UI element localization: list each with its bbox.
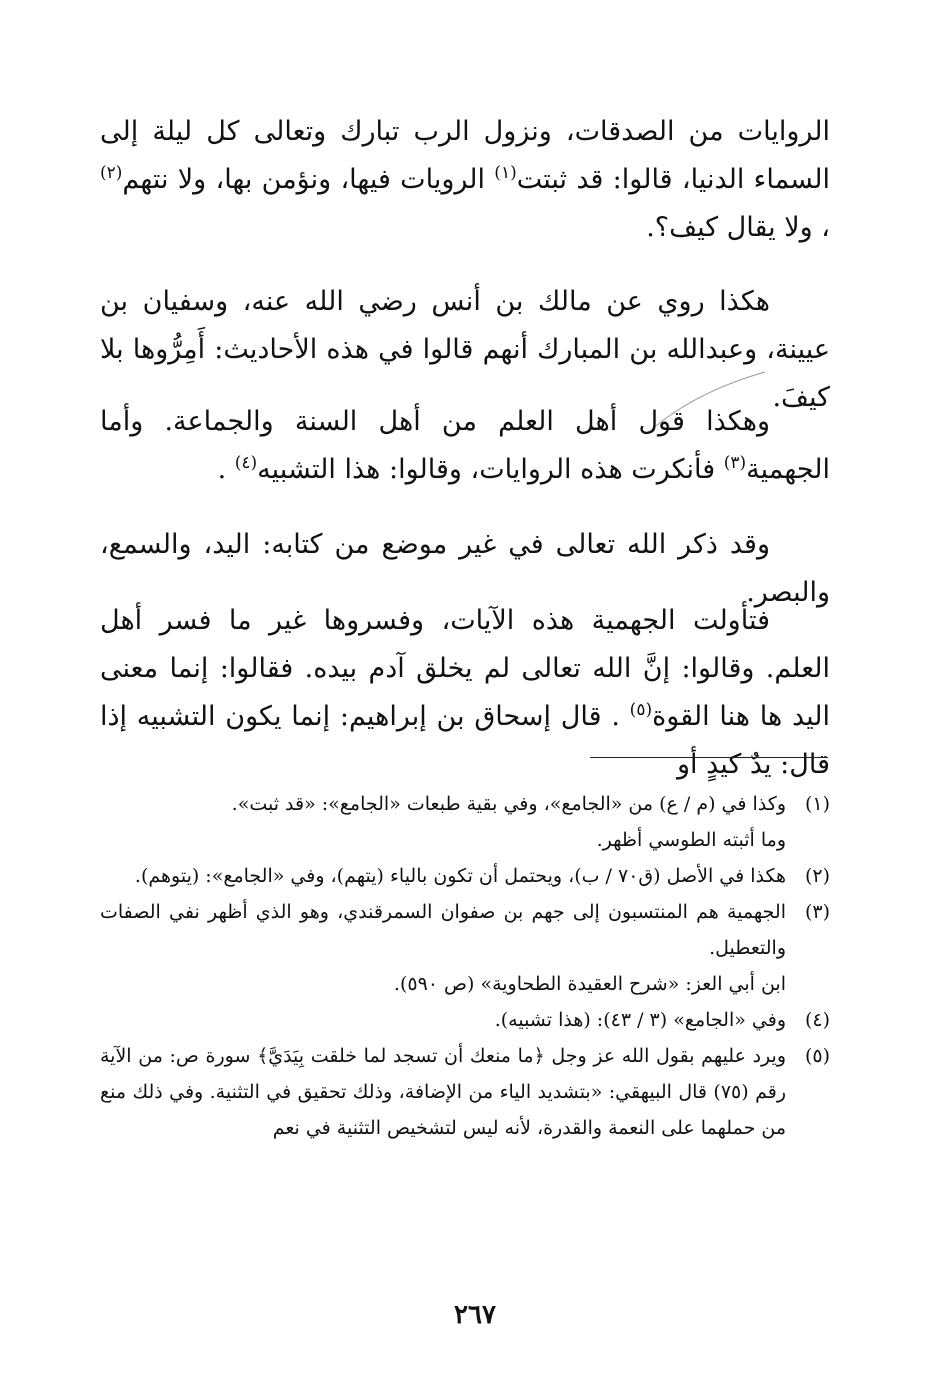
footnote-number: (٥) xyxy=(804,1045,830,1067)
paragraph-text: الرويات فيها، ونؤمن بها، ولا نتهم xyxy=(122,164,495,195)
footnote-number: (٣) xyxy=(804,901,830,923)
footnote-ref-5[interactable]: (٥) xyxy=(629,700,653,720)
paragraph-text: ، ولا يقال كيف؟. xyxy=(646,212,830,243)
footnote-number: (١) xyxy=(804,793,830,815)
paragraph-text: وهكذا قول أهل العلم من أهل السنة والجماعة. وأما الجهمية xyxy=(100,406,830,485)
footnote-text: هكذا في الأصل (ق٧٠ / ب)، ويحتمل أن تكون بالياء (يتهم)، وفي «الجامع»: (يتوهم). xyxy=(134,865,786,887)
paragraph-text: . xyxy=(217,454,235,485)
page-number: ٢٦٧ xyxy=(454,1300,496,1330)
footnote-number: (٢) xyxy=(804,865,830,887)
footnote-text: الجهمية هم المنتسبون إلى جهم بن صفوان السمرقندي، وهو الذي أظهر نفي الصفات والتعطيل. xyxy=(100,901,786,959)
paragraph-text: . قال إسحاق بن إبراهيم: إنما يكون التشبيه إذا قال: يدٌ كيدٍ أو xyxy=(100,701,830,780)
footnote-text: وفي «الجامع» (٣ / ٤٣): (هذا تشبيه). xyxy=(494,1009,786,1031)
paragraph-text: هكذا روي عن مالك بن أنس رضي الله عنه، وسفيان بن عيينة، وعبدالله بن المبارك أنهم قالوا في هذه الأحاديث: أَمِرُّوها بلا كيفَ. xyxy=(100,286,830,413)
footnote-divider xyxy=(590,757,828,758)
body-paragraph-3 xyxy=(100,398,830,494)
footnote-2 xyxy=(100,858,830,894)
footnote-text: ويرد عليهم بقول الله عز وجل ﴿ما منعك أن تسجد لما خلقت بِيَدَيَّ﴾ سورة ص: من الآية رقم (٧٥) قال البيهقي: «بتشديد الياء من الإضافة، وذلك تحقيق في التثنية. وفي ذلك منع من حملهما على النعمة والقدرة، لأنه ليس لتشخيص التثنية في نعم xyxy=(100,1045,787,1139)
footnote-3 xyxy=(100,894,830,966)
footnote-ref-1[interactable]: (١) xyxy=(494,163,517,183)
footnotes-section xyxy=(100,786,830,1146)
paragraph-text: وقد ذكر الله تعالى في غير موضع من كتابه: اليد، والسمع، والبصر. xyxy=(100,529,830,608)
footnote-5 xyxy=(100,1038,830,1146)
paragraph-text: فأنكرت هذه الروايات، وقالوا: هذا التشبيه xyxy=(257,454,724,485)
footnote-1 xyxy=(100,786,830,822)
footnote-1-continuation: وما أثبته الطوسي أظهر. xyxy=(596,829,786,851)
footnote-ref-3[interactable]: (٣) xyxy=(723,453,747,473)
footnote-4 xyxy=(100,1002,830,1038)
body-paragraph-1 xyxy=(100,108,830,252)
body-paragraph-5 xyxy=(100,597,830,789)
footnote-ref-2[interactable]: (٢) xyxy=(100,163,123,183)
footnote-text: وكذا في (م / ع) من «الجامع»، وفي بقية طبعات «الجامع»: «قد ثبت». xyxy=(231,793,786,815)
footnote-3-continuation: ابن أبي العز: «شرح العقيدة الطحاوية» (ص ٥٩٠). xyxy=(393,973,786,995)
paragraph-text: فتأولت الجهمية هذه الآيات، وفسروها غير ما فسر أهل العلم. وقالوا: إنَّ الله تعالى لم يخلق آدم بيده. فقالوا: إنما معنى اليد ها هنا القوة xyxy=(100,605,830,732)
footnote-ref-4[interactable]: (٤) xyxy=(234,453,258,473)
paragraph-text: الروايات من الصدقات، ونزول الرب تبارك وتعالى كل ليلة إلى السماء الدنيا، قالوا: قد ثبتت xyxy=(100,116,830,195)
footnote-number: (٤) xyxy=(804,1009,830,1031)
